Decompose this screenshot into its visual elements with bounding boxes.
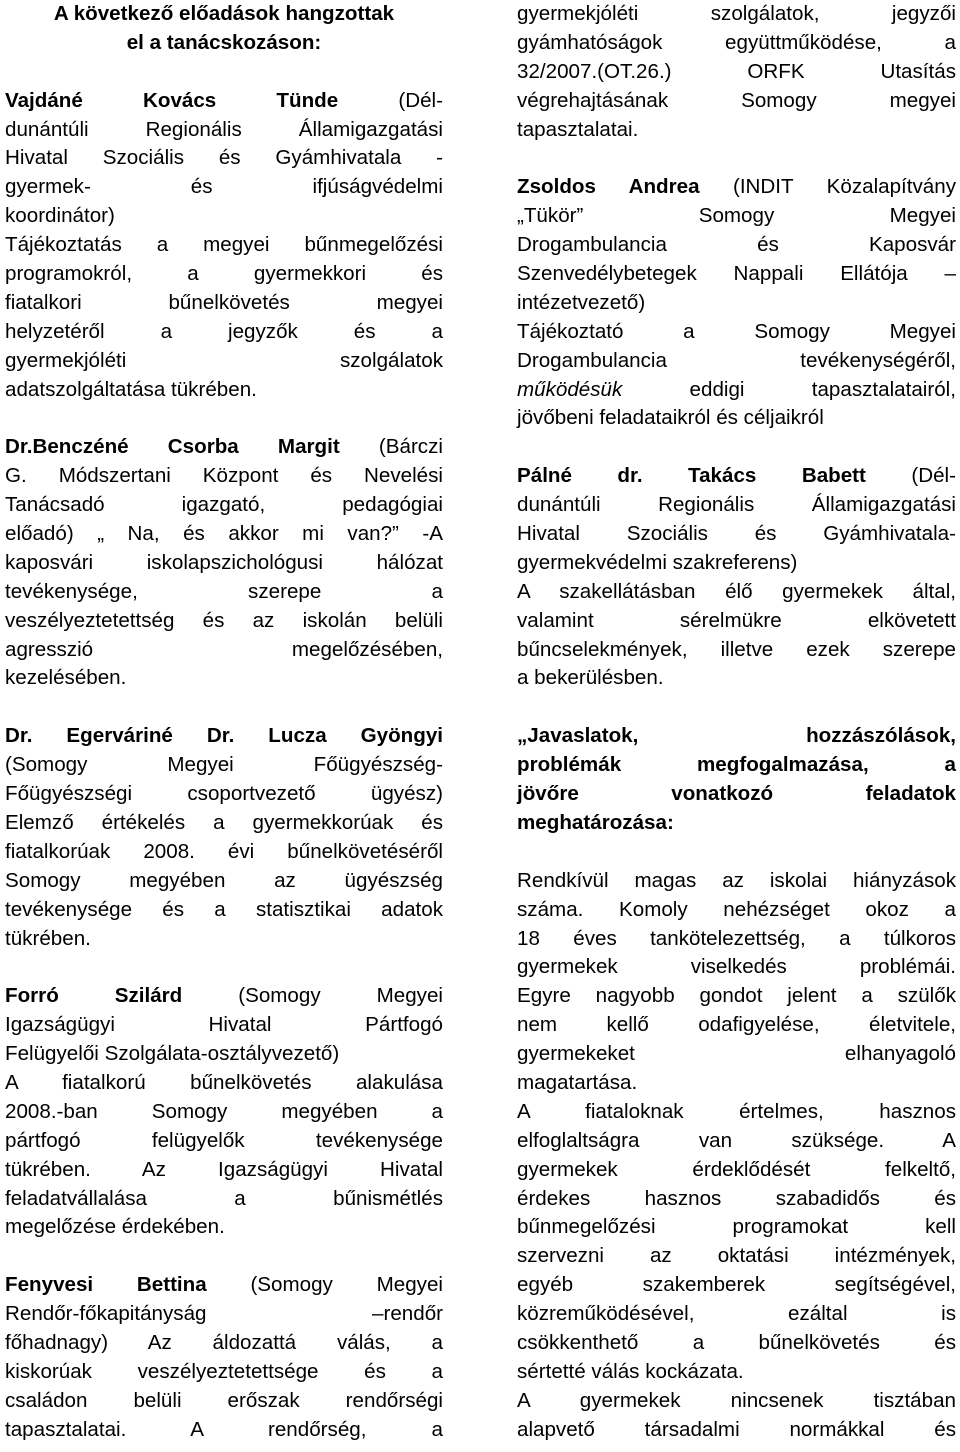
presenter-1-topic-line: programokról, a gyermekkori és <box>5 262 443 286</box>
presenter-4-line: Igazságügyi Hivatal Pártfogó <box>5 1013 443 1037</box>
presenter-1-topic-line: adatszolgáltatása tükrében. <box>5 377 257 401</box>
presenter-6-line: Drogambulancia és Kaposvár <box>517 233 956 257</box>
presenter-5-line: Rendőr-főkapitányság –rendőr <box>5 1302 443 1326</box>
proposals-body-line: nem kellő odafigyelése, életvitele, <box>517 1013 956 1037</box>
presenter-3-line: (Somogy Megyei Főügyészség- <box>5 753 443 777</box>
presenter-4-role: (Somogy Megyei <box>238 984 443 1008</box>
presenter-2-line: Tanácsadó igazgató, pedagógiai <box>5 493 443 517</box>
presenter-5-line: családon belüli erőszak rendőrségi <box>5 1388 443 1412</box>
presenter-4-topic-line: A fiatalkorú bűnelkövetés alakulása <box>5 1070 443 1094</box>
proposals-body-line: száma. Komoly nehézséget okoz a <box>517 897 956 921</box>
presenter-7-line: dunántúli Regionális Államigazgatási <box>517 493 956 517</box>
spacer <box>517 433 956 462</box>
presenter-6-topic-line <box>517 376 956 405</box>
continuation-line: tapasztalatai. <box>517 117 639 141</box>
proposals-body-line: egyéb szakemberek segítségével, <box>517 1273 956 1297</box>
presenter-3-line: Elemző értékelés a gyermekkorúak és <box>5 810 443 834</box>
proposals-body-line: gyermekek viselkedés problémái. <box>517 955 956 979</box>
presenter-7-topic-line: valamint sérelmükre elkövetett <box>517 608 956 632</box>
presenter-4-topic-line: tükrében. Az Igazságügyi Hivatal <box>5 1157 443 1181</box>
proposals-body-line: A gyermekek nincsenek tisztában <box>517 1388 956 1412</box>
proposals-body-line: elfoglaltságra van szüksége. A <box>517 1128 956 1152</box>
presenter-3-line: Főügyészségi csoportvezető ügyész) <box>5 782 443 806</box>
presenter-3-line: fiatalkorúak 2008. évi bűnelkövetéséről <box>5 839 443 863</box>
presenter-1-line: dunántúli Regionális Államigazgatási <box>5 117 443 141</box>
proposals-body-line: gyermekek érdeklődését felkeltő, <box>517 1157 956 1181</box>
presenter-2-line: agresszió megelőzésében, <box>5 637 443 661</box>
proposals-body-line: Egyre nagyobb gondot jelent a szülők <box>517 984 956 1008</box>
proposals-body-line: szervezni az oktatási intézmények, <box>517 1244 956 1268</box>
spacer <box>5 693 443 722</box>
presenter-6-line: „Tükör” Somogy Megyei <box>517 204 956 228</box>
presenter-4-topic-line: feladatvállalása a bűnismétlés <box>5 1186 443 1210</box>
presenter-2-name: Dr.Benczéné Csorba Margit <box>5 435 340 459</box>
presenter-5-line: kiskorúak veszélyeztetettsége és a <box>5 1359 443 1383</box>
presenter-6-intro-line <box>517 173 956 202</box>
proposals-heading-line: jövőre vonatkozó feladatok <box>517 782 956 806</box>
presenter-1-topic-line: helyzetéről a jegyzők és a <box>5 319 443 343</box>
presenter-2-role: (Bárczi <box>378 435 443 459</box>
presenter-2-line: tevékenysége, szerepe a <box>5 579 443 603</box>
proposals-body-line: csökkenthető a bűnelkövetés és <box>517 1330 956 1354</box>
presenter-1-intro-line <box>5 87 443 116</box>
presenter-7-topic-line: a bekerülésben. <box>517 666 664 690</box>
proposals-body-line: bűnmegelőzési programokat kell <box>517 1215 956 1239</box>
proposals-body-line: sértetté válás kockázata. <box>517 1359 744 1383</box>
presenter-3-line: Somogy megyében az ügyészség <box>5 868 443 892</box>
presenter-7-topic-line: A szakellátásban élő gyermekek által, <box>517 579 956 603</box>
proposals-heading-line: „Javaslatok, hozzászólások, <box>517 724 956 748</box>
spacer <box>517 144 956 173</box>
presenter-1-topic-line: Tájékoztatás a megyei bűnmegelőzési <box>5 233 443 257</box>
proposals-heading-line: problémák megfogalmazása, a <box>517 753 956 777</box>
presenter-3-line: tükrében. <box>5 926 91 950</box>
presenter-7-name: Pálné dr. Takács Babett <box>517 464 866 488</box>
presenter-2-line: G. Módszertani Központ és Nevelési <box>5 464 443 488</box>
presenter-1-topic-line: fiatalkori bűnelkövetés megyei <box>5 290 443 314</box>
presenter-4-line: Felügyelői Szolgálata-osztályvezető) <box>5 1042 340 1066</box>
presenter-6-name: Zsoldos Andrea <box>517 175 700 199</box>
presenter-5-line: tapasztalatai. A rendőrség, a <box>5 1417 443 1441</box>
presenter-6-line: Szenvedélybetegek Nappali Ellátója – <box>517 262 956 286</box>
presenter-6-topic-rest: eddigi tapasztalatairól, <box>689 377 956 401</box>
presenter-6-topic-line: Drogambulancia tevékenységéről, <box>517 348 956 372</box>
spacer <box>5 953 443 982</box>
presenter-5-intro-line <box>5 1271 443 1300</box>
left-column <box>5 0 443 1445</box>
presenter-7-role: (Dél- <box>911 464 956 488</box>
proposals-body-line: közreműködésével, ezáltal is <box>517 1302 956 1326</box>
presenter-4-topic-line: megelőzése érdekében. <box>5 1215 225 1239</box>
spacer <box>5 1242 443 1271</box>
presenter-2-intro-line <box>5 433 443 462</box>
presenter-5-line: főhadnagy) Az áldozattá válás, a <box>5 1330 443 1354</box>
proposals-body-line: A fiataloknak értelmes, hasznos <box>517 1099 956 1123</box>
presenter-2-line: veszélyeztetettség és az iskolán belüli <box>5 608 443 632</box>
presenter-1-role: (Dél- <box>398 88 443 112</box>
proposals-body-line: gyermekeket elhanyagoló <box>517 1042 956 1066</box>
proposals-body-line: érdekes hasznos szabadidős és <box>517 1186 956 1210</box>
presenter-6-topic-line: Tájékoztató a Somogy Megyei <box>517 319 956 343</box>
right-column <box>517 0 956 1445</box>
proposals-heading-line: meghatározása: <box>517 810 674 834</box>
proposals-body-line: 18 éves tankötelezettség, a túlkoros <box>517 926 956 950</box>
presenter-1-line: koordinátor) <box>5 204 115 228</box>
presenter-4-name: Forró Szilárd <box>5 984 183 1008</box>
presenter-6-italic-word: működésük <box>517 377 623 401</box>
presenter-7-line: gyermekvédelmi szakreferens) <box>517 550 798 574</box>
presenter-1-line: Hivatal Szociális és Gyámhivatala - <box>5 146 443 170</box>
presenter-7-line: Hivatal Szociális és Gyámhivatala- <box>517 522 956 546</box>
presenter-6-line: intézetvezető) <box>517 290 646 314</box>
document-heading-line-2: el a tanácskozáson: <box>126 30 322 54</box>
presenter-4-topic-line: 2008.-ban Somogy megyében a <box>5 1099 443 1123</box>
presenter-4-intro-line <box>5 982 443 1011</box>
continuation-line: gyámhatóságok együttműködése, a <box>517 30 956 54</box>
presenter-5-role: (Somogy Megyei <box>250 1273 443 1297</box>
proposals-body-line: Rendkívül magas az iskolai hiányzások <box>517 868 956 892</box>
presenter-4-topic-line: pártfogó felügyelők tevékenysége <box>5 1128 443 1152</box>
presenter-1-name: Vajdáné Kovács Tünde <box>5 88 339 112</box>
presenter-1-line: gyermek- és ifjúságvédelmi <box>5 175 443 199</box>
spacer <box>5 58 443 87</box>
presenter-5-name: Fenyvesi Bettina <box>5 1273 207 1297</box>
presenter-6-role: (INDIT Közalapítvány <box>732 175 956 199</box>
presenter-3-line: tevékenysége és a statisztikai adatok <box>5 897 443 921</box>
presenter-6-topic-line: jövőbeni feladataikról és céljaikról <box>517 406 824 430</box>
presenter-7-topic-line: bűncselekmények, illetve ezek szerepe <box>517 637 956 661</box>
presenter-3-name: Dr. Egerváriné Dr. Lucza Gyöngyi <box>5 724 443 748</box>
document-heading-line-1: A következő előadások hangzottak <box>53 2 395 25</box>
continuation-line: 32/2007.(OT.26.) ORFK Utasítás <box>517 59 956 83</box>
spacer <box>517 838 956 867</box>
proposals-body-line: alapvető társadalmi normákkal és <box>517 1417 956 1441</box>
spacer <box>5 404 443 433</box>
presenter-2-line: kezelésében. <box>5 666 127 690</box>
presenter-2-line: előadó) „ Na, és akkor mi van?” -A <box>5 522 443 546</box>
spacer <box>517 693 956 722</box>
proposals-body-line: magatartása. <box>517 1070 638 1094</box>
presenter-2-line: kaposvári iskolapszichológusi hálózat <box>5 550 443 574</box>
presenter-1-topic-line: gyermekjóléti szolgálatok <box>5 348 443 372</box>
presenter-7-intro-line <box>517 462 956 491</box>
continuation-line: gyermekjóléti szolgálatok, jegyzői <box>517 2 956 25</box>
continuation-line: végrehajtásának Somogy megyei <box>517 88 956 112</box>
